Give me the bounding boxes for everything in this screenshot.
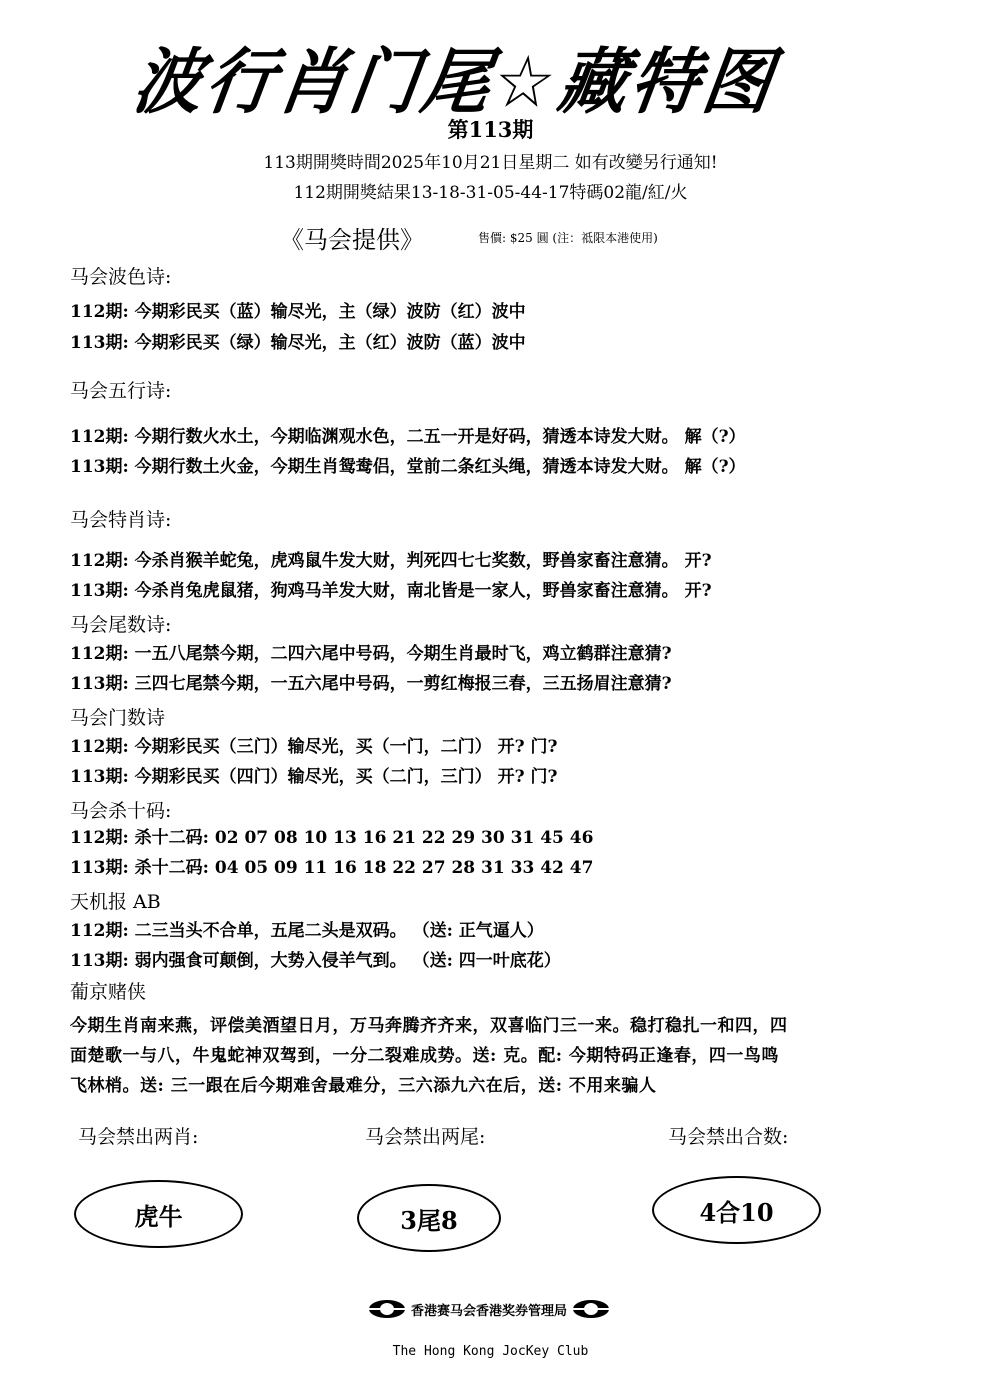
section-line: 113期: 弱内强食可颠倒，大势入侵羊气到。 （送: 四一叶底花） xyxy=(70,951,561,971)
section-line: 飞林梢。送: 三一跟在后今期难舍最难分，三六添九六在后，送: 不用来骗人 xyxy=(70,1076,657,1096)
last-result: 112期開獎結果13-18-31-05-44-17特碼02龍/紅/火 xyxy=(293,183,688,203)
section-heading: 马会特肖诗: xyxy=(70,509,172,531)
ban-value: 虎牛 xyxy=(134,1201,183,1231)
ban-label: 马会禁出两肖: xyxy=(78,1126,199,1148)
section-heading: 葡京赌侠 xyxy=(70,981,147,1003)
footer-org xyxy=(367,1298,611,1320)
ban-label: 马会禁出合数: xyxy=(668,1126,789,1148)
ban-value-oval xyxy=(652,1176,821,1244)
ban-value: 4合10 xyxy=(699,1197,774,1227)
issue-number: 第113期 xyxy=(447,117,534,142)
ban-value-oval xyxy=(74,1180,243,1248)
section-line: 112期: 今杀肖猴羊蛇兔，虎鸡鼠牛发大财，判死四七七奖数，野兽家畜注意猜。 开? xyxy=(70,551,712,571)
section-line: 112期: 今期彩民买（蓝）输尽光，主（绿）波防（红）波中 xyxy=(70,302,526,322)
ban-value-oval xyxy=(357,1184,501,1252)
section-line: 112期: 一五八尾禁今期，二四六尾中号码，今期生肖最时飞，鸡立鹤群注意猜? xyxy=(70,644,672,664)
section-heading: 天机报 AB xyxy=(70,891,161,913)
section-heading: 马会杀十码: xyxy=(70,800,172,822)
section-line: 112期: 二三当头不合单，五尾二头是双码。 （送: 正气逼人） xyxy=(70,921,544,941)
section-line: 113期: 杀十二码: 04 05 09 11 16 18 22 27 28 31 33 42 47 xyxy=(70,858,594,878)
section-line: 112期: 今期行数火水土，今期临渊观水色，二五一开是好码，猜透本诗发大财。 解（?） xyxy=(70,427,746,447)
hkjc-logo-icon xyxy=(367,1298,407,1320)
section-heading: 马会五行诗: xyxy=(70,380,172,402)
section-heading: 马会波色诗: xyxy=(70,266,172,288)
provider: 《马会提供》 xyxy=(280,226,424,254)
price-note: 售價: $25 圓 (注：祗限本港使用) xyxy=(478,231,658,245)
section-line: 面楚歌一与八，牛鬼蛇神双驾到，一分二裂难成势。送: 克。配: 今期特码正逢春，四一鸟鸣 xyxy=(70,1046,779,1066)
section-heading: 马会尾数诗: xyxy=(70,614,172,636)
section-line: 113期: 今期彩民买（四门）输尽光，买（二门，三门） 开? 门? xyxy=(70,767,558,787)
ban-label: 马会禁出两尾: xyxy=(365,1126,486,1148)
hkjc-logo-icon xyxy=(571,1298,611,1320)
section-line: 113期: 今期彩民买（绿）输尽光，主（红）波防（蓝）波中 xyxy=(70,333,526,353)
draw-time: 113期開獎時間2025年10月21日星期二 如有改變另行通知! xyxy=(263,153,718,173)
footer-org-en: The Hong Kong JocKey Club xyxy=(392,1344,589,1359)
section-line: 112期: 杀十二码: 02 07 08 10 13 16 21 22 29 30 31 45 46 xyxy=(70,828,594,848)
section-heading: 马会门数诗 xyxy=(70,707,166,729)
poster-title: 波行肖门尾☆藏特图 xyxy=(128,41,781,125)
section-line: 113期: 三四七尾禁今期，一五六尾中号码，一剪红梅报三春，三五扬眉注意猜? xyxy=(70,674,672,694)
section-line: 今期生肖南来燕，评偿美酒望日月，万马奔腾齐齐来，双喜临门三一来。稳打稳扎一和四，四 xyxy=(70,1016,788,1036)
section-line: 113期: 今杀肖兔虎鼠猪，狗鸡马羊发大财，南北皆是一家人，野兽家畜注意猜。 开? xyxy=(70,581,712,601)
section-line: 112期: 今期彩民买（三门）输尽光，买（一门，二门） 开? 门? xyxy=(70,737,558,757)
footer-org-cn: 香港赛马会香港奖券管理局 xyxy=(411,1303,568,1319)
ban-value: 3尾8 xyxy=(400,1205,458,1235)
section-line: 113期: 今期行数土火金，今期生肖鸳鸯侣，堂前二条红头绳，猜透本诗发大财。 解（?） xyxy=(70,457,746,477)
